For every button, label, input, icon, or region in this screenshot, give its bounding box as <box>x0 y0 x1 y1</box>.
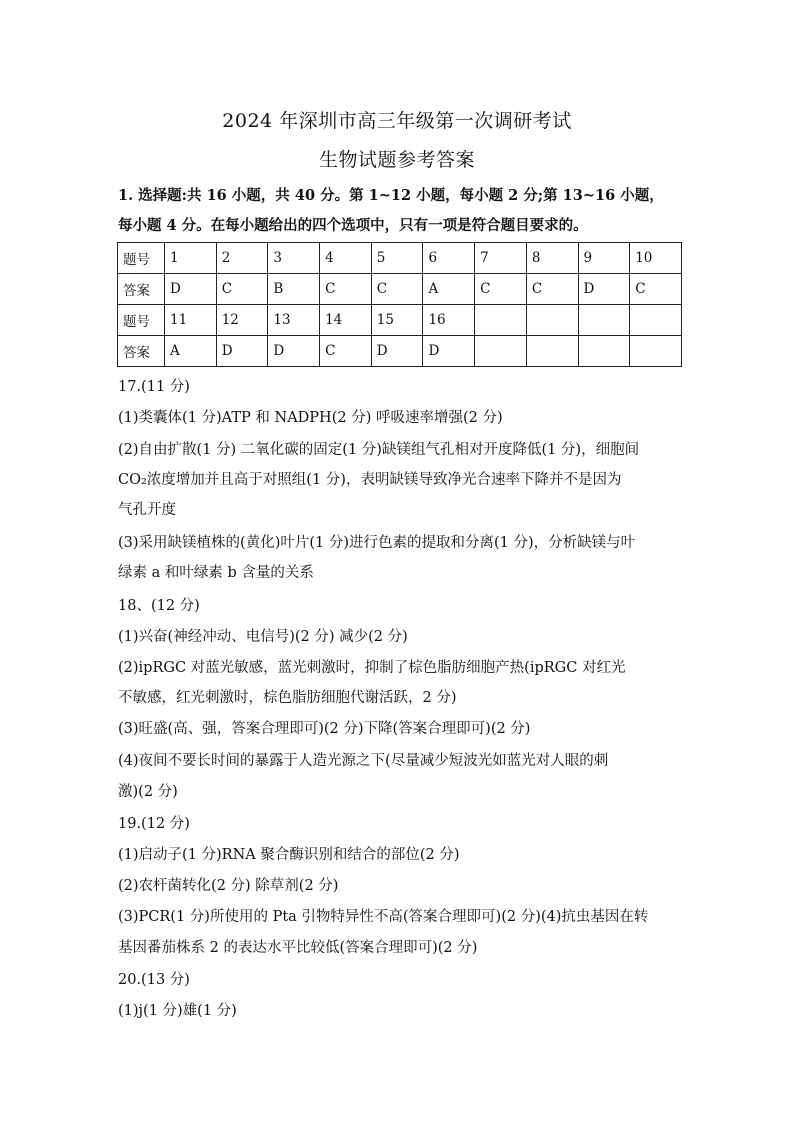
q20-part1: (1)j(1 分)雄(1 分) <box>118 1003 237 1019</box>
table-cell: 13 <box>268 305 320 336</box>
table-row <box>118 305 682 336</box>
table-cell: C <box>371 274 423 305</box>
table-row-header-cell: 答案 <box>118 274 165 305</box>
q19-part3-line1: (3)PCR(1 分)所使用的 Pta 引物特异性不高(答案合理即可)(2 分)(4)抗虫基因在转 <box>118 909 649 925</box>
table-row-header-cell: 答案 <box>118 336 165 367</box>
table-cell <box>526 305 578 336</box>
table-cell: 3 <box>268 243 320 274</box>
table-cell: D <box>268 336 320 367</box>
document-title: 2024 年深圳市高三年级第一次调研考试 <box>222 110 572 132</box>
q18-part4-line1: (4)夜间不要长时间的暴露于人造光源之下(尽量减少短波光如蓝光对人眼的刺 <box>118 753 609 769</box>
table-cell: D <box>423 336 475 367</box>
table-cell: B <box>268 274 320 305</box>
table-cell: 2 <box>216 243 268 274</box>
q17-heading: 17.(11 分) <box>118 379 190 395</box>
q19-part3-line2: 基因番茄株系 2 的表达水平比较低(答案合理即可)(2 分) <box>118 940 478 956</box>
table-cell: D <box>371 336 423 367</box>
table-cell: C <box>320 274 372 305</box>
document-subtitle: 生物试题参考答案 <box>318 149 475 171</box>
table-cell: 9 <box>578 243 630 274</box>
table-cell: 5 <box>371 243 423 274</box>
table-cell: 1 <box>165 243 217 274</box>
table-row-header-cell: 题号 <box>118 243 165 274</box>
q19-part2: (2)农杆菌转化(2 分) 除草剂(2 分) <box>118 878 339 894</box>
table-cell <box>475 305 527 336</box>
q19-part1: (1)启动子(1 分)RNA 聚合酶识别和结合的部位(2 分) <box>118 847 460 863</box>
table-cell: C <box>475 274 527 305</box>
section1-instructions-line2: 每小题 4 分。在每小题给出的四个选项中，只有一项是符合题目要求的。 <box>118 217 588 234</box>
table-cell: 14 <box>320 305 372 336</box>
table-cell: C <box>216 274 268 305</box>
table-cell: A <box>165 336 217 367</box>
q18-part1: (1)兴奋(神经冲动、电信号)(2 分) 减少(2 分) <box>118 629 408 645</box>
table-cell: 11 <box>165 305 217 336</box>
table-cell <box>630 336 682 367</box>
table-cell: 16 <box>423 305 475 336</box>
table-cell: 8 <box>526 243 578 274</box>
q20-heading: 20.(13 分) <box>118 972 190 988</box>
q17-part2-line2: CO₂浓度增加并且高于对照组(1 分)，表明缺镁导致净光合速率下降并不是因为 <box>118 472 622 488</box>
q18-part4-line2: 激)(2 分) <box>118 784 178 800</box>
table-cell: C <box>320 336 372 367</box>
q19-heading: 19.(12 分) <box>118 816 190 832</box>
table-cell: C <box>526 274 578 305</box>
table-cell: 4 <box>320 243 372 274</box>
table-cell <box>526 336 578 367</box>
table-row-header-cell: 题号 <box>118 305 165 336</box>
q18-part3: (3)旺盛(高、强，答案合理即可)(2 分)下降(答案合理即可)(2 分) <box>118 721 531 737</box>
table-cell: A <box>423 274 475 305</box>
table-cell: 6 <box>423 243 475 274</box>
table-cell <box>630 305 682 336</box>
table-cell: D <box>578 274 630 305</box>
table-cell <box>578 305 630 336</box>
table-cell: 10 <box>630 243 682 274</box>
table-cell: 7 <box>475 243 527 274</box>
q17-part3-line1: (3)采用缺镁植株的(黄化)叶片(1 分)进行色素的提取和分离(1 分)，分析缺镁与叶 <box>118 535 636 551</box>
table-cell: C <box>630 274 682 305</box>
answer-table <box>117 242 682 367</box>
q18-part2-line1: (2)ipRGC 对蓝光敏感，蓝光刺激时，抑制了棕色脂肪细胞产热(ipRGC 对红光 <box>118 660 626 676</box>
table-cell: D <box>165 274 217 305</box>
table-cell: D <box>216 336 268 367</box>
table-row <box>118 243 682 274</box>
table-cell: 12 <box>216 305 268 336</box>
table-row <box>118 336 682 367</box>
table-cell <box>578 336 630 367</box>
q17-part2-line1: (2)自由扩散(1 分) 二氧化碳的固定(1 分)缺镁组气孔相对开度降低(1 分)，细胞间 <box>118 442 640 458</box>
table-cell <box>475 336 527 367</box>
answer-table-body <box>118 243 682 367</box>
q17-part2-line3: 气孔开度 <box>118 502 176 518</box>
q17-part3-line2: 绿素 a 和叶绿素 b 含量的关系 <box>118 565 314 581</box>
table-row <box>118 274 682 305</box>
q17-part1: (1)类囊体(1 分)ATP 和 NADPH(2 分) 呼吸速率增强(2 分) <box>118 410 503 426</box>
table-cell: 15 <box>371 305 423 336</box>
section1-instructions-line1: 1. 选择题:共 16 小题，共 40 分。第 1~12 小题，每小题 2 分;第 13~16 小题， <box>118 187 664 204</box>
q18-part2-line2: 不敏感，红光刺激时，棕色脂肪细胞代谢活跃，2 分) <box>118 690 457 706</box>
q18-heading: 18、(12 分) <box>118 598 200 614</box>
